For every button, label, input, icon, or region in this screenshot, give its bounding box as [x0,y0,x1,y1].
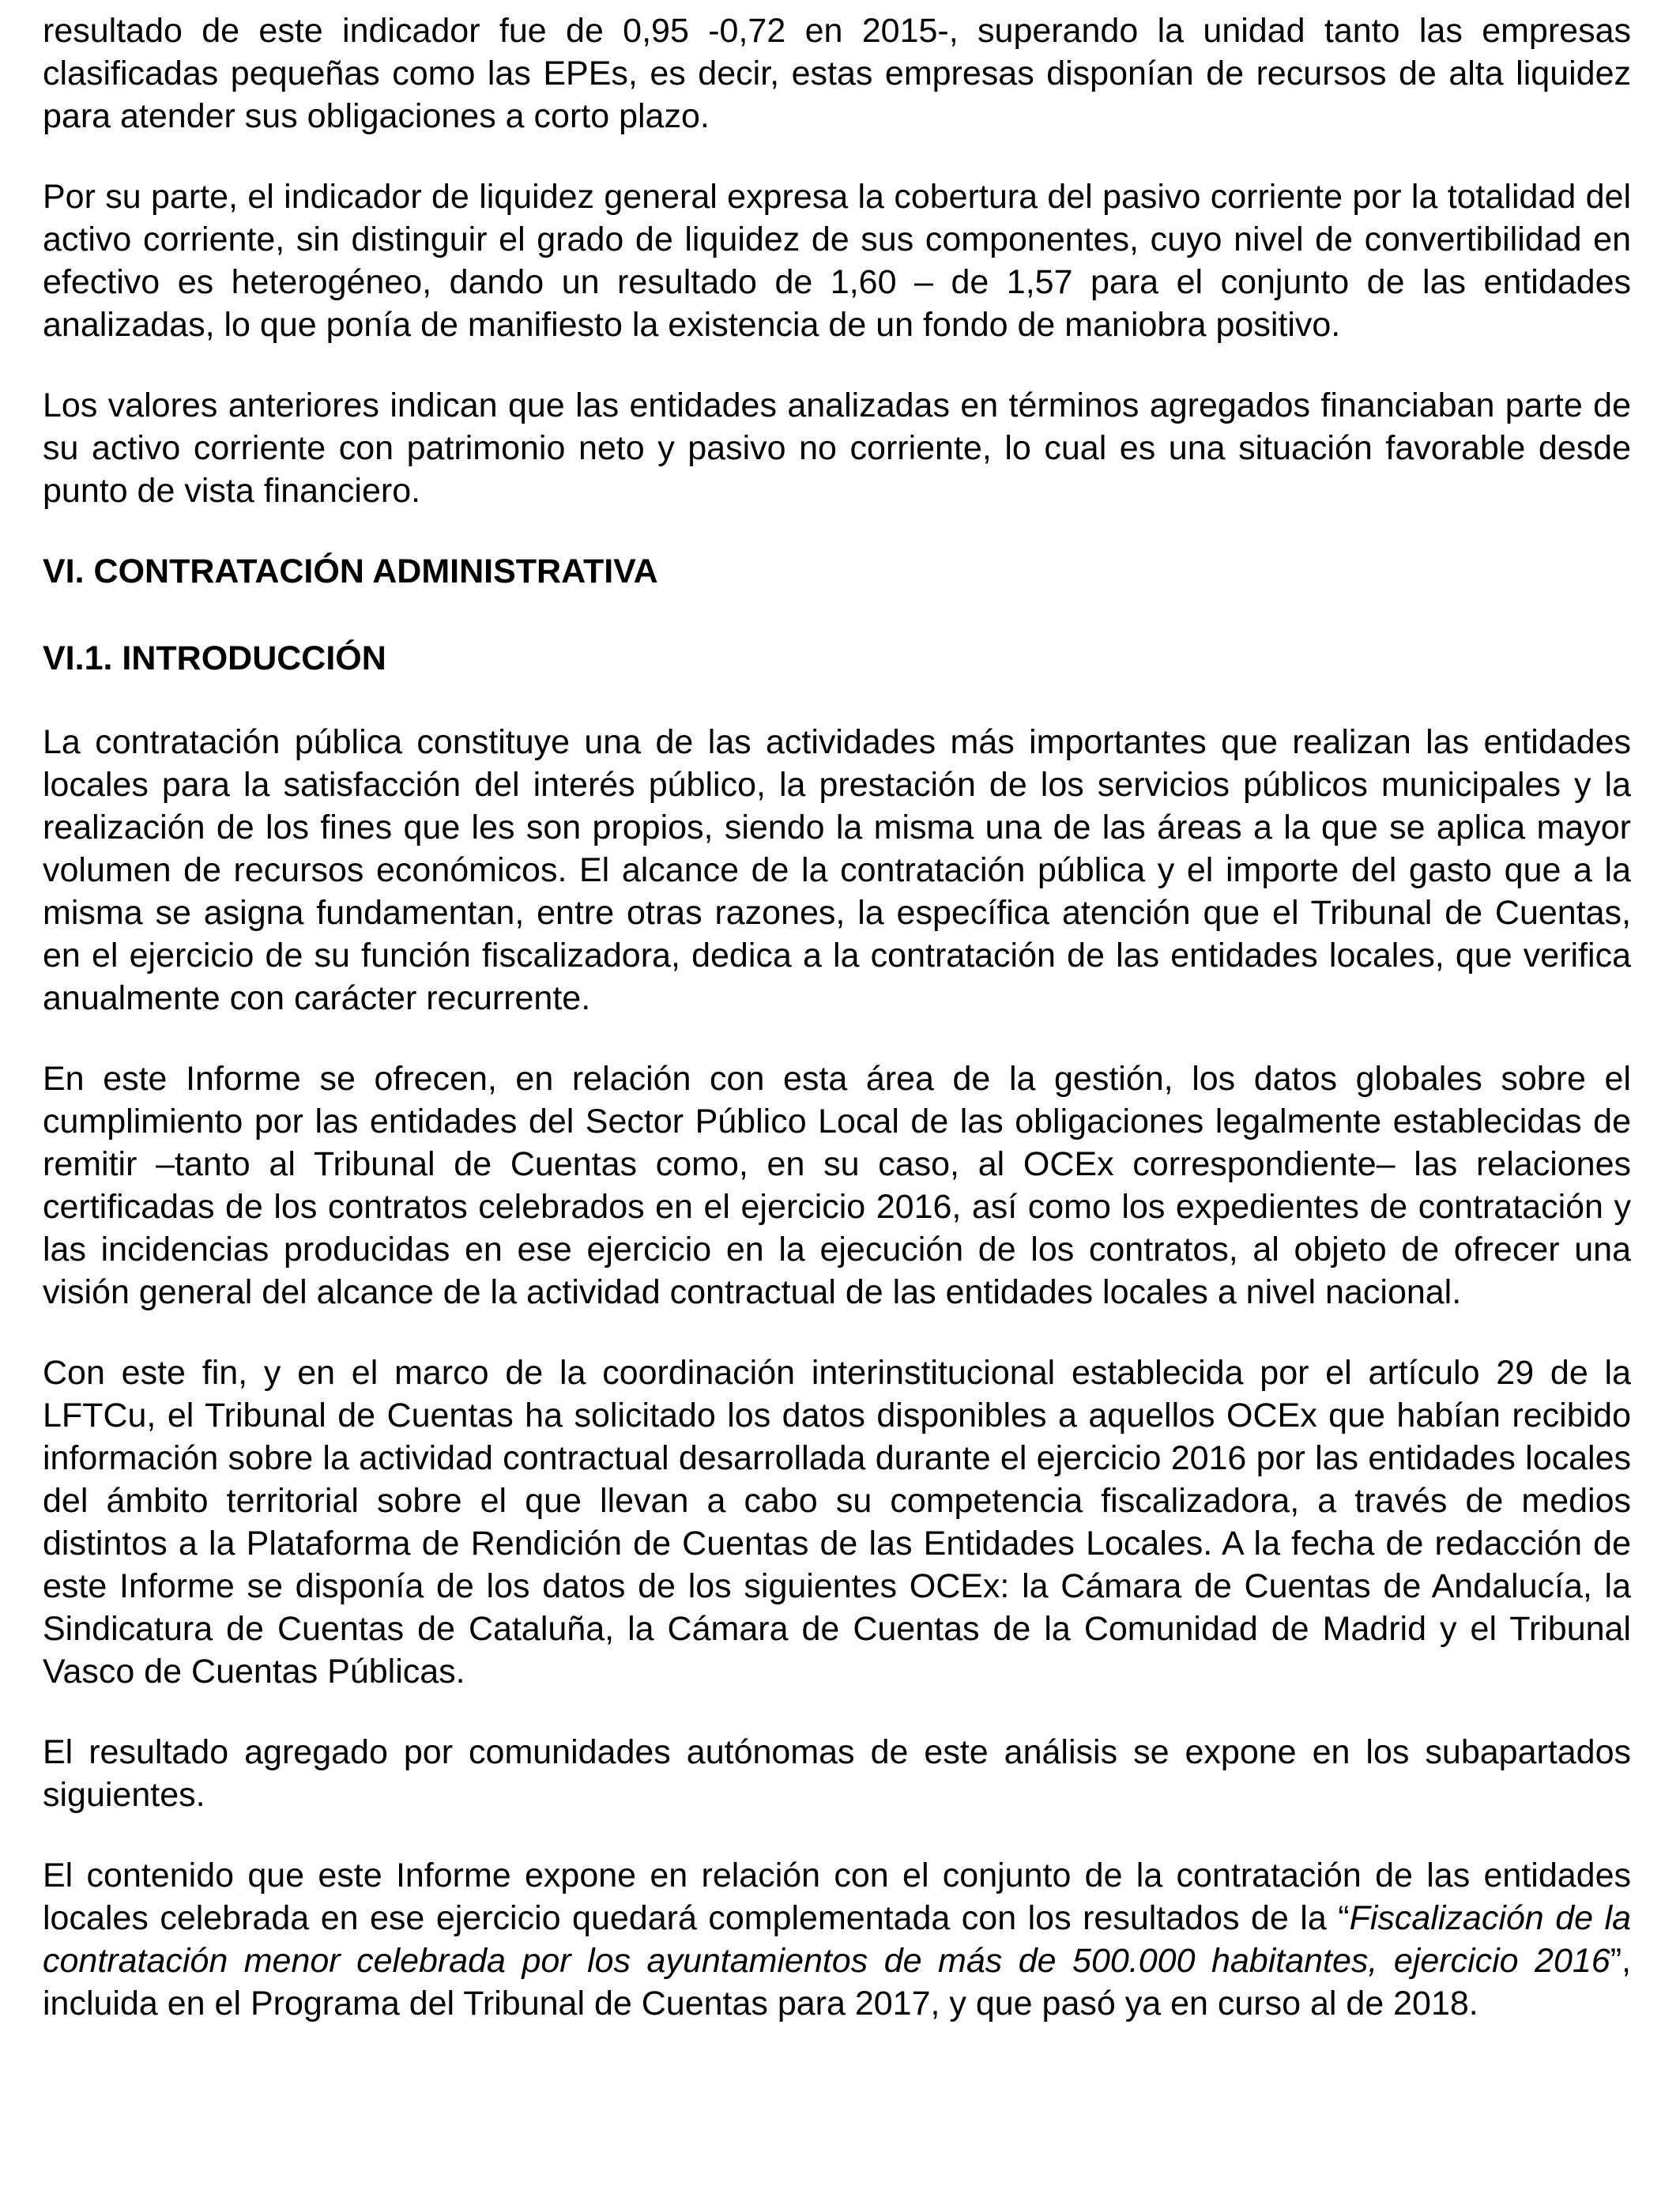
document-page [43,9,1631,2063]
paragraph-text-start: El contenido que este Informe expone en relación con el conjunto de la contratación de las entidades locales celebrada en ese ejercicio quedará complementada con los resultados de la “ [43,1857,1631,1937]
fiscalizacion-title: Fiscalización de la contratación menor celebrada por los ayuntamientos de más de 500.000 habitantes, ejercicio 2016 [43,1899,1631,1980]
paragraph-liquidez-general: Por su parte, el indicador de liquidez general expresa la cobertura del pasivo corriente por la totalidad del activo corriente, sin distinguir el grado de liquidez de sus componentes, cuyo nivel de convertibilidad en efectivo es heterogéneo, dando un resultado de 1,60 – de 1,57 para el conjunto de las entidades analizadas, lo que ponía de manifiesto la existencia de un fondo de maniobra positivo. [43,178,1631,344]
section-heading: VI. CONTRATACIÓN ADMINISTRATIVA [43,552,658,590]
paragraph-contenido-informe [43,1854,1631,2025]
subsection-heading: VI.1. INTRODUCCIÓN [43,639,386,677]
paragraph-valores-anteriores: Los valores anteriores indican que las entidades analizadas en términos agregados financiaban parte de su activo corriente con patrimonio neto y pasivo no corriente, lo cual es una situación favorable desde punto de vista financiero. [43,386,1631,510]
paragraph-text-end: ”, incluida en el Programa del Tribunal de Cuentas para 2017, y que pasó ya en curso al de 2018. [43,1942,1631,2022]
paragraph-datos-globales: En este Informe se ofrecen, en relación con esta área de la gestión, los datos globales sobre el cumplimiento por las entidades del Sector Público Local de las obligaciones legalmente establecidas de remitir –tanto al Tribunal de Cuentas como, en su caso, al OCEx correspondiente– las relaciones certificadas de los contratos celebrados en el ejercicio 2016, así como los expedientes de contratación y las incidencias producidas en ese ejercicio en la ejecución de los contratos, al objeto de ofrecer una visión general del alcance de la actividad contractual de las entidades locales a nivel nacional. [43,1060,1631,1311]
paragraph-contratacion-publica: La contratación pública constituye una de las actividades más importantes que realizan las entidades locales para la satisfacción del interés público, la prestación de los servicios públicos municipales y la realización de los fines que les son propios, siendo la misma una de las áreas a la que se aplica mayor volumen de recursos económicos. El alcance de la contratación pública y el importe del gasto que a la misma se asigna fundamentan, entre otras razones, la específica atención que el Tribunal de Cuentas, en el ejercicio de su función fiscalizadora, dedica a la contratación de las entidades locales, que verifica anualmente con carácter recurrente. [43,723,1631,1017]
paragraph-resultado-agregado: El resultado agregado por comunidades autónomas de este análisis se expone en los subapartados siguientes. [43,1733,1631,1814]
paragraph-liquidez-inmediata: resultado de este indicador fue de 0,95 -0,72 en 2015-, superando la unidad tanto las empresas clasificadas pequeñas como las EPEs, es decir, estas empresas disponían de recursos de alta liquidez para atender sus obligaciones a corto plazo. [43,12,1631,135]
paragraph-coordinacion-ocex: Con este fin, y en el marco de la coordinación interinstitucional establecida por el artículo 29 de la LFTCu, el Tribunal de Cuentas ha solicitado los datos disponibles a aquellos OCEx que habían recibido información sobre la actividad contractual desarrollada durante el ejercicio 2016 por las entidades locales del ámbito territorial sobre el que llevan a cabo su competencia fiscalizadora, a través de medios distintos a la Plataforma de Rendición de Cuentas de las Entidades Locales. A la fecha de redacción de este Informe se disponía de los datos de los siguientes OCEx: la Cámara de Cuentas de Andalucía, la Sindicatura de Cuentas de Cataluña, la Cámara de Cuentas de la Comunidad de Madrid y el Tribunal Vasco de Cuentas Públicas. [43,1354,1631,1691]
